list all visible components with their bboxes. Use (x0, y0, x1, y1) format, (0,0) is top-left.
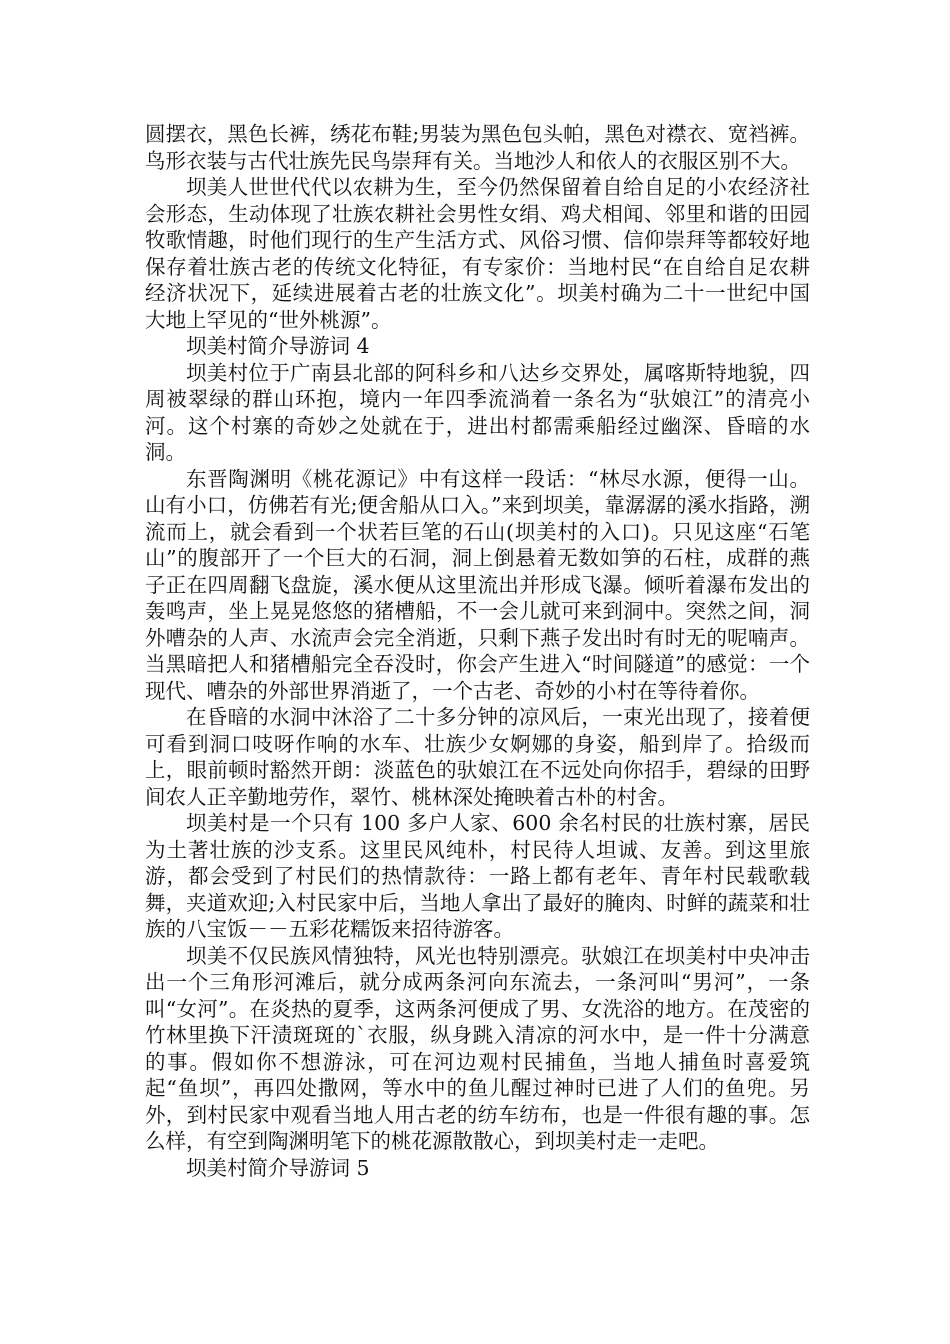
paragraph-location: 坝美村位于广南县北部的阿科乡和八达乡交界处，属喀斯特地貌，四周被翠绿的群山环抱，境内一年四季流淌着一条名为“驮娘江”的清亮小河。这个村寨的奇妙之处就在于，进出村都需乘船经过幽深、昏暗的水洞。 (145, 360, 810, 464)
document-page (145, 121, 810, 1181)
section-heading-5: 坝美村简介导游词 5 (186, 1155, 370, 1180)
paragraph-peach-blossom: 东晋陶渊明《桃花源记》中有这样一段话：“林尽水源，便得一山。山有小口，仿佛若有光;便舍船从口入。”来到坝美，靠潺潺的溪水指路，溯流而上，就会看到一个状若巨笔的石山(坝美村的入口)。只见这座“石笔山”的腹部开了一个巨大的石洞，洞上倒悬着无数如笋的石柱，成群的燕子正在四周翻飞盘旋，溪水便从这里流出并形成飞瀑。倾听着瀑布发出的轰鸣声，坐上晃晃悠悠的猪槽船，不一会儿就可来到洞中。突然之间，洞外嘈杂的人声、水流声会完全消逝，只剩下燕子发出时有时无的呢喃声。当黑暗把人和猪槽船完全吞没时，你会产生进入“时间隧道”的感觉：一个现代、嘈杂的外部世界消逝了，一个古老、奇妙的小村在等待着你。 (145, 466, 810, 703)
paragraph-cave-exit: 在昏暗的水洞中沐浴了二十多分钟的凉风后，一束光出现了，接着便可看到洞口吱呀作响的水车、壮族少女婀娜的身姿，船到岸了。拾级而上，眼前顿时豁然开朗：淡蓝色的驮娘江在不远处向你招手，碧绿的田野间农人正辛勤地劳作，翠竹、桃林深处掩映着古朴的村舍。 (145, 705, 810, 809)
section-heading-4: 坝美村简介导游词 4 (186, 334, 370, 358)
paragraph-scenery: 坝美不仅民族风情独特，风光也特别漂亮。驮娘江在坝美村中央冲击出一个三角形河滩后，就分成两条河向东流去，一条河叫“男河”，一条叫“女河”。在炎热的夏季，这两条河便成了男、女洗浴的地方。在茂密的竹林里换下汗渍斑斑的`衣服，纵身跳入清凉的河水中，是一件十分满意的事。假如你不想游泳，可在河边观村民捕鱼，当地人捕鱼时喜爱筑起“鱼坝”，再四处撒网，等水中的鱼儿醒过神时已进了人们的鱼兜。另外，到村民家中观看当地人用古老的纺车纺布，也是一件很有趣的事。怎么样，有空到陶渊明笔下的桃花源散散心，到坝美村走一走吧。 (145, 943, 810, 1153)
paragraph-farming-life: 坝美人世世代代以农耕为生，至今仍然保留着自给自足的小农经济社会形态，生动体现了壮族农耕社会男性女绢、鸡犬相闻、邻里和谐的田园牧歌情趣，时他们现行的生产生活方式、风俗习惯、信仰崇拜等都较好地保存着壮族古老的传统文化特征，有专家价：当地村民“在自给自足农耕经济状况下，延续进展着古老的壮族文化”。坝美村确为二十一世纪中国大地上罕见的“世外桃源”。 (145, 175, 810, 332)
paragraph-village-people: 坝美村是一个只有 100 多户人家、600 余名村民的壮族村寨，居民为土著壮族的沙支系。这里民风纯朴，村民待人坦诚、友善。到这里旅游，都会受到了村民们的热情款待：一路上都有老年、青年村民载歌载舞，夹道欢迎;入村民家中后，当地人拿出了最好的腌肉、时鲜的蔬菜和壮族的八宝饭－－五彩花糯饭来招待游客。 (145, 811, 810, 941)
paragraph-clothing: 圆摆衣，黑色长裤，绣花布鞋;男装为黑色包头帕，黑色对襟衣、宽裆裤。鸟形衣装与古代壮族先民鸟崇拜有关。当地沙人和依人的衣服区别不大。 (145, 122, 810, 173)
